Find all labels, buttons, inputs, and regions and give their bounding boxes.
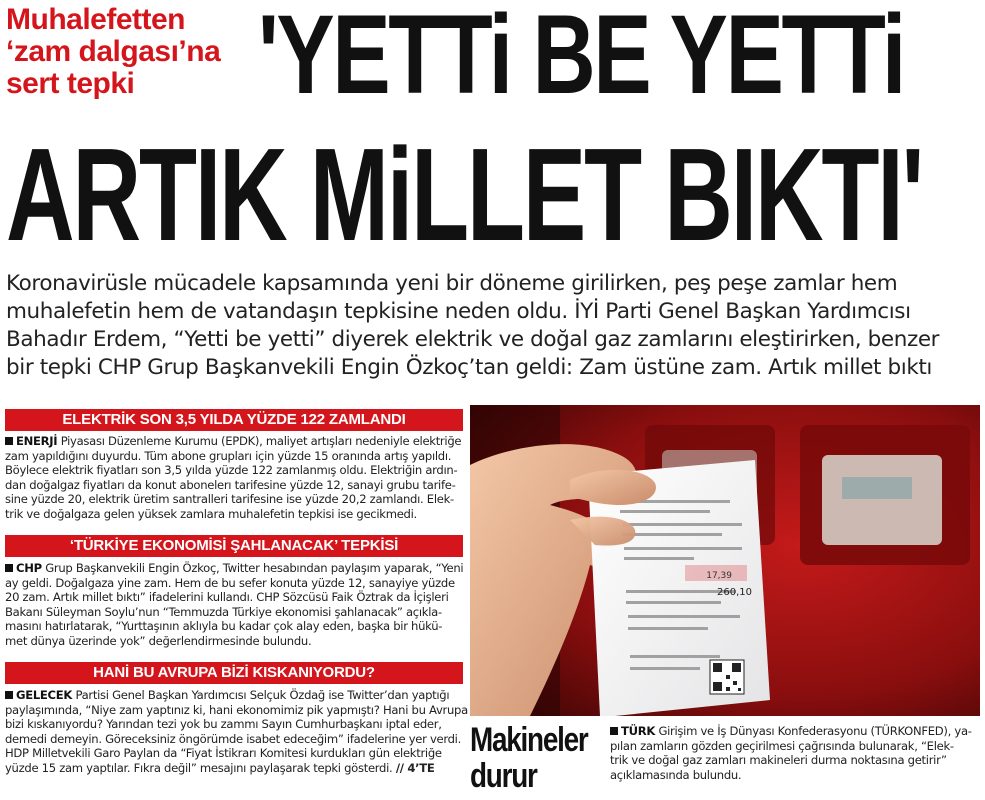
bullet-square-icon <box>610 727 618 735</box>
bullet-square-icon <box>5 691 13 699</box>
body-line: zam yapıldığını duyurdu. Tüm abone grupları için yüzde 15 oranında artış yapıldı. <box>5 448 452 463</box>
body-line: HDP Milletvekili Garo Paylan da “Fiyat İstikrarı Komitesi kurdukları gün elektriğe <box>5 746 442 761</box>
bullet-square-icon <box>5 564 13 572</box>
lede-line: bir tepki CHP Grup Başkanvekili Engin Özkoç’tan geldi: Zam üstüne zam. Artık millet bıktı <box>6 355 933 380</box>
body-line: Girişim ve İş Dünyası Konfederasyonu (TÜRKONFED), ya- <box>658 724 972 738</box>
headline-line-1: 'YETTi BE YETTi <box>258 0 904 117</box>
kicker-line: ‘zam dalgası’na <box>6 35 221 68</box>
sidebar-body <box>610 724 980 782</box>
section-body-electricity <box>5 434 463 522</box>
body-line: paylaşımında, “Niye zam yaptınız ki, hani ekonomimiz pik yapmıştı? Hani bu Avrupa <box>5 702 468 717</box>
body-line: bizi kıskanıyordu? Yarından tezi yok bu zammı Sayın Cumhurbaşkanı iptal eder, <box>5 717 442 732</box>
section-lead-word: TÜRK <box>621 724 656 738</box>
bill-amount-small: 17,39 <box>706 571 732 581</box>
kicker-line: sert tepki <box>6 67 135 100</box>
body-line: met dünya üzerinde yok” değerlendirmesinde bulundu. <box>5 633 312 648</box>
bill-photo-illustration <box>470 405 980 716</box>
body-line: Piyasası Düzenleme Kurumu (EPDK), maliyet artışları nedeniyle elektriğe <box>60 434 462 448</box>
lede-line: muhalefetin hem de vatandaşın tepkisine neden oldu. İYİ Parti Genel Başkan Yardımcısı <box>6 299 911 324</box>
kicker <box>6 4 256 100</box>
section-lead-word: ENERJİ <box>16 434 58 448</box>
section-heading-economy: ‘TÜRKİYE EKONOMİSİ ŞAHLANACAK’ TEPKİSİ <box>5 535 463 557</box>
section-heading-electricity: ELEKTRİK SON 3,5 YILDA YÜZDE 122 ZAMLANDI <box>5 409 463 431</box>
body-line: trik ve doğal gaz zamları makineleri durma noktasına getirir” <box>610 753 947 768</box>
photo-electric-bill <box>470 405 980 716</box>
sidebar-heading <box>470 722 593 794</box>
section-heading-europe: HANİ BU AVRUPA BİZİ KISKANIYORDU? <box>5 662 463 684</box>
body-line: yüzde 15 zam yaptılar. Fıkra değil” mesajını paylaşarak tepki gösterdi. <box>5 760 393 775</box>
body-line: masını hatırlatarak, “Yurttaşının aklıyla bu kadar çok alay eden, başka bir hükü- <box>5 619 443 634</box>
section-body-europe <box>5 688 468 776</box>
lede <box>6 270 981 382</box>
kicker-line: Muhalefetten <box>6 3 186 36</box>
body-line: Partisi Genel Başkan Yardımcısı Selçuk Özdağ ise Twitter’dan yaptığı <box>75 688 450 702</box>
sidebar-heading-line: durur <box>470 757 537 795</box>
body-line: trik ve doğalgaza gelen yüksek zamlara muhalefetin tepkisi ise gecikmedi. <box>5 506 417 521</box>
body-line: Bakanı Süleyman Soylu’nun “Temmuzda Türkiye ekonomisi şahlanacak” açıkla- <box>5 604 442 619</box>
bill-amount: 260,10 <box>717 587 752 598</box>
body-line: ay geldi. Doğalgaza yine zam. Hem de bu sefer konuta yüzde 12, sanayiye yüzde <box>5 575 455 590</box>
section-lead-word: GELECEK <box>16 688 73 702</box>
body-line: dan doğalgaz fiyatları da konut abonelerı tarifesine yüzde 12, sanayi grubu tarife- <box>5 477 456 492</box>
body-line: Grup Başkanvekili Engin Özkoç, Twitter hesabından paylaşım yaparak, “Yeni <box>45 561 464 575</box>
bullet-square-icon <box>5 437 13 445</box>
body-line: pılan zamların gözden geçirilmesi çağrısında bulunarak, “Elek- <box>610 738 954 753</box>
lede-line: Koronavirüsle mücadele kapsamında yeni bir döneme girilirken, peş peşe zamlar hem <box>6 271 898 296</box>
lede-line: Bahadır Erdem, “Yetti be yetti” diyerek elektrik ve doğal gaz zamlarını eleştirirken, benzer <box>6 327 940 352</box>
section-lead-word: CHP <box>16 561 42 575</box>
body-line: açıklamasında bulundu. <box>610 767 742 782</box>
page-reference: // 4’TE <box>395 760 435 775</box>
sidebar-heading-line: Makineler <box>470 721 588 759</box>
body-line: sine yüzde 20, elektrik üretim santralleri tarifesine ise yüzde 20,2 zamlandı. Elek- <box>5 492 454 507</box>
section-body-economy <box>5 561 463 649</box>
body-line: demedi demeyin. Göreceksiniz öngörümde isabet edeceğim” ifadelerine yer verdi. <box>5 731 461 746</box>
body-line: Böylece elektrik fiyatları son 3,5 yılda yüzde 122 zamlanmış oldu. Elektriğin ardın- <box>5 463 458 478</box>
body-line: 20 zam. Artık millet bıktı” ifadelerini kullandı. CHP Sözcüsü Faik Öztrak da İçişleri <box>5 590 449 605</box>
headline-line-2: ARTIK MiLLET BIKTI' <box>6 121 922 268</box>
